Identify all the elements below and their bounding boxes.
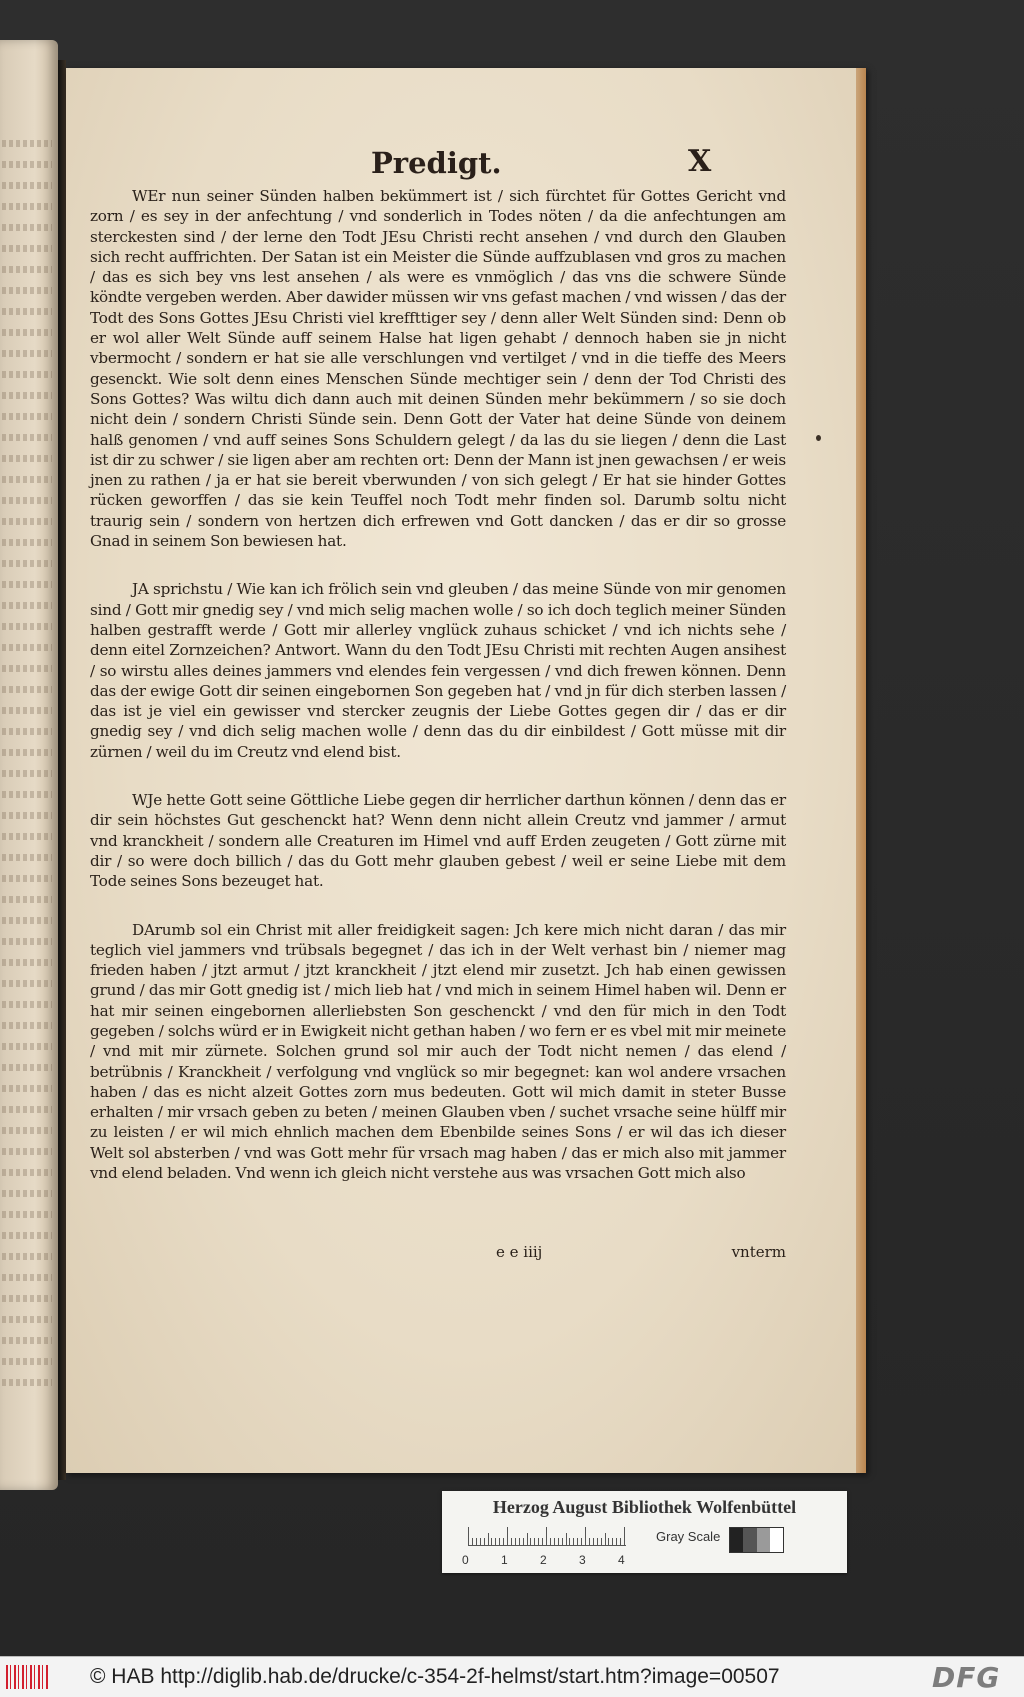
- facing-page-ghost-text: [2, 1337, 52, 1344]
- ruler-tick: [554, 1538, 555, 1545]
- gray-patch: [743, 1528, 756, 1552]
- facing-page-ghost-text: [2, 1190, 52, 1197]
- ruler-tick: [534, 1538, 535, 1545]
- running-title: Predigt.: [371, 146, 502, 180]
- page-fore-edge: [856, 68, 866, 1473]
- page-body: [90, 186, 786, 1183]
- facing-page-ghost-text: [2, 791, 52, 798]
- facing-page-ghost-text: [2, 1232, 52, 1239]
- facing-page-ghost-text: [2, 770, 52, 777]
- ruler-tick: [523, 1538, 524, 1545]
- facing-page-ghost-text: [2, 392, 52, 399]
- facing-page-ghost-text: [2, 875, 52, 882]
- book-page: [66, 68, 866, 1473]
- facing-page-ghost-text: [2, 1274, 52, 1281]
- ruler-number: 3: [579, 1553, 586, 1567]
- source-credit-link[interactable]: © HAB http://diglib.hab.de/drucke/c-354-2f-helmst/start.htm?image=00507: [90, 1665, 780, 1688]
- ruler-tick: [472, 1538, 473, 1545]
- gray-patch: [757, 1528, 770, 1552]
- facing-page-ghost-text: [2, 1211, 52, 1218]
- facing-page-ghost-text: [2, 644, 52, 651]
- ruler-tick: [566, 1533, 567, 1545]
- ruler-number: 4: [618, 1553, 625, 1567]
- facing-page-ghost-text: [2, 224, 52, 231]
- ruler-number: 1: [501, 1553, 508, 1567]
- facing-page-ghost-text: [2, 266, 52, 273]
- ink-spot: [816, 435, 821, 441]
- library-color-card: [442, 1491, 847, 1573]
- facing-page-ghost-text: [2, 1001, 52, 1008]
- ruler-tick: [608, 1538, 609, 1545]
- facing-page-ghost-text: [2, 1358, 52, 1365]
- facing-page-ghost-text: [2, 161, 52, 168]
- facing-page-ghost-text: [2, 665, 52, 672]
- facing-page-ghost-text: [2, 749, 52, 756]
- facing-page-ghost-text: [2, 917, 52, 924]
- measurement-ruler: [468, 1527, 626, 1546]
- ruler-tick: [597, 1538, 598, 1545]
- facing-page-ghost-text: [2, 455, 52, 462]
- ruler-tick: [480, 1538, 481, 1545]
- paragraph: DArumb sol ein Christ mit aller freidigkeit sagen: Jch kere mich nicht daran / das mir teglich viel jammers vnd trübsals begegnet / das ich in der Welt verhast bin / niemer mag frieden haben / jtzt armut / jtzt kranckheit / jtzt elend mir zusetzt. Jch hab einen gewissen grund / das mir Gott gnedig ist / mich lieb hat / vnd mich in seinem Himel haben wil. Denn er hat mir seinen eingebornen allerliebsten Son geschenckt / vnd den für mich in den Todt gegeben / solchs würd er in Ewigkeit nicht gethan haben / wo fern er es vbel mit mir meinete / vnd mit mir zürnete. Solchen grund sol mir auch der Todt nicht nemen / das elend / betrübnis / Kranckheit / verfolgung vnd vnglück so mir begegnet: kan wol andere vrsachen haben / das es nicht alzeit Gottes zorn mus bedeuten. Gott wil mich damit in steter Busse erhalten / mir vrsach geben zu beten / meinen Glauben vben / suchet vrsache seine hülff mir zu leisten / er wil mich ehnlich machen dem Ebenbilde seines Sons / er wil das ich dieser Welt sol absterben / vnd was Gott mehr für vrsach mag haben / das er mich also mit jammer vnd elend beladen. Vnd wenn ich gleich nicht verstehe aus was vrsachen Gott mich also: [90, 920, 786, 1183]
- catchword: vnterm: [731, 1243, 786, 1261]
- facing-page-ghost-text: [2, 707, 52, 714]
- facing-page-ghost-text: [2, 1295, 52, 1302]
- paragraph: WJe hette Gott seine Göttliche Liebe gegen dir herrlicher darthun können / denn das er dir sein höchstes Gut geschenckt hat? Wenn denn nicht allein Creutz vnd jammer / armut vnd kranckheit / sondern alle Creaturen im Himel vnd auff Erden zeugeten / Gott zürne mit dir / so were doch billich / das du Gott mehr glauben gebest / weil er seine Liebe mit dem Tode seines Sons bezeuget hat.: [90, 791, 786, 891]
- ruler-tick: [612, 1538, 613, 1545]
- facing-page-edge: [0, 40, 58, 1490]
- facing-page-ghost-text: [2, 623, 52, 630]
- facing-page-ghost-text: [2, 1127, 52, 1134]
- facing-page-ghost-text: [2, 497, 52, 504]
- paragraph: WEr nun seiner Sünden halben bekümmert ist / sich fürchtet für Gottes Gericht vnd zorn / es sey in der anfechtung / vnd sonderlich in Todes nöten / da die anfechtungen am sterckesten sind / der lerne den Todt JEsu Christi recht ansehen / vnd durch den Glauben sich recht auffrichten. Der Satan ist ein Meister die Sünde auffzublasen vnd gros zu machen / das es sich bey vns lest ansehen / als were es vnmöglich / das vns die schwere Sünde köndte vergeben werden. Aber dawider müssen wir vns gefast machen / vnd wissen / das der Todt des Sons Gottes JEsu Christi viel kreffttiger sey / denn aller Welt Sünden sind: Denn ob er wol aller Welt Sünde auff seinem Halse hat ligen gehabt / dennoch haben sie jn nicht vbermocht / sondern er hat sie alle verschlungen vnd vertilget / vnd in die tieffe des Meers gesenckt. Wie solt denn eines Menschen Sünde mechtiger sein / denn der Tod Christi des Sons Gottes? Was wiltu dich dann auch mit deinen Sünden mehr bekümmern / so sie doch nicht dein / sondern Christi Sünde sein. Denn Gott der Vater hat deine Sünde von deinem halß genomen / vnd auff seines Sons Schuldern gelegt / da las du sie liegen / denn die Last ist dir zu schwer / sie ligen aber am rechten ort: Denn der Mann ist jnen gewachsen / er weis jnen zu rathen / ja er hat sie bereit vberwunden / von sich gelegt / Er hat sie hinder Gottes rücken geworffen / das sie kein Teuffel noch Todt mehr finden sol. Darumb soltu nicht traurig sein / sondern von hertzen dich erfrewen vnd Gott dancken / das er dir so grosse Gnad in seinem Son bewiesen hat.: [90, 187, 786, 551]
- facing-page-ghost-text: [2, 980, 52, 987]
- folio-number: X: [688, 144, 712, 179]
- dfg-logo: DFG: [932, 1661, 1001, 1694]
- ruler-tick: [585, 1527, 586, 1545]
- facing-page-ghost-text: [2, 854, 52, 861]
- facing-page-ghost-text: [2, 1043, 52, 1050]
- ruler-tick: [515, 1538, 516, 1545]
- ruler-tick: [495, 1538, 496, 1545]
- facing-page-ghost-text: [2, 350, 52, 357]
- facing-page-ghost-text: [2, 308, 52, 315]
- facing-page-ghost-text: [2, 245, 52, 252]
- facing-page-ghost-text: [2, 518, 52, 525]
- facing-page-ghost-text: [2, 896, 52, 903]
- facing-page-ghost-text: [2, 476, 52, 483]
- ruler-tick: [530, 1538, 531, 1545]
- ruler-tick: [573, 1538, 574, 1545]
- facing-page-ghost-text: [2, 560, 52, 567]
- ruler-tick: [499, 1538, 500, 1545]
- facing-page-ghost-text: [2, 833, 52, 840]
- ruler-tick: [519, 1538, 520, 1545]
- ruler-tick: [620, 1538, 621, 1545]
- ruler-tick: [569, 1538, 570, 1545]
- ruler-tick: [581, 1538, 582, 1545]
- facing-page-ghost-text: [2, 413, 52, 420]
- facing-page-ghost-text: [2, 1085, 52, 1092]
- page-footer: [90, 1243, 786, 1267]
- facing-page-ghost-text: [2, 581, 52, 588]
- ruler-tick: [593, 1538, 594, 1545]
- facing-page-ghost-text: [2, 728, 52, 735]
- library-name: Herzog August Bibliothek Wolfenbüttel: [492, 1497, 797, 1517]
- facing-page-ghost-text: [2, 329, 52, 336]
- ruler-tick: [542, 1538, 543, 1545]
- facing-page-ghost-text: [2, 1253, 52, 1260]
- facing-page-ghost-text: [2, 287, 52, 294]
- ruler-tick: [527, 1533, 528, 1545]
- facing-page-ghost-text: [2, 1064, 52, 1071]
- ruler-tick: [605, 1533, 606, 1545]
- ruler-tick: [484, 1538, 485, 1545]
- ruler-tick: [562, 1538, 563, 1545]
- ruler-tick: [476, 1538, 477, 1545]
- ruler-tick: [511, 1538, 512, 1545]
- facing-page-ghost-text: [2, 371, 52, 378]
- ruler-tick: [558, 1538, 559, 1545]
- book-spine: [58, 60, 66, 1480]
- ruler-tick: [491, 1538, 492, 1545]
- facing-page-ghost-text: [2, 686, 52, 693]
- facing-page-ghost-text: [2, 1379, 52, 1386]
- ruler-tick: [538, 1538, 539, 1545]
- facing-page-ghost-text: [2, 1106, 52, 1113]
- ruler-number: 0: [462, 1553, 469, 1567]
- ruler-tick: [616, 1538, 617, 1545]
- facing-page-ghost-text: [2, 1316, 52, 1323]
- facing-page-ghost-text: [2, 539, 52, 546]
- facing-page-ghost-text: [2, 434, 52, 441]
- gray-patch: [730, 1528, 743, 1552]
- ruler-tick: [468, 1527, 469, 1545]
- hab-barcode-logo: [6, 1665, 50, 1689]
- gray-scale-patches: [729, 1527, 784, 1553]
- ruler-tick: [577, 1538, 578, 1545]
- gray-scale-label: Gray Scale: [656, 1529, 721, 1544]
- gray-patch: [770, 1528, 783, 1552]
- ruler-tick: [550, 1538, 551, 1545]
- facing-page-ghost-text: [2, 140, 52, 147]
- facing-page-ghost-text: [2, 1022, 52, 1029]
- facing-page-ghost-text: [2, 182, 52, 189]
- signature-mark: e e iiij: [496, 1243, 543, 1261]
- facing-page-ghost-text: [2, 602, 52, 609]
- ruler-tick: [546, 1527, 547, 1545]
- facing-page-ghost-text: [2, 959, 52, 966]
- facing-page-ghost-text: [2, 1148, 52, 1155]
- ruler-tick: [601, 1538, 602, 1545]
- ruler-tick: [507, 1527, 508, 1545]
- ruler-tick: [624, 1527, 625, 1545]
- facing-page-ghost-text: [2, 812, 52, 819]
- paragraph: JA sprichstu / Wie kan ich frölich sein vnd gleuben / das meine Sünde von mir genomen sind / Gott mir gnedig sey / vnd mich selig machen wolle / so ich doch teglich meiner Sünden halben gestrafft werde / Gott mir allerley vnglück zuhaus schicket / vnd ich nichts sehe / denn eitel Zornzeichen? Antwort. Wann du den Todt JEsu Christi mit rechten Augen ansihest / so wirstu alles deines jammers vnd elendes fein vergessen / vnd dich frewen können. Denn das der ewige Gott dir seinen eingebornen Son gegeben hat / vnd jn für dich sterben lassen / das ist je viel ein gewisser vnd stercker zeugnis der Liebe Gottes gegen dir / das er dir gnedig sey / vnd dich selig machen wolle / denn das du dir einbildest / Gott müsse mit dir zürnen / weil du im Creutz vnd elend bist.: [90, 580, 786, 761]
- ruler-tick: [488, 1533, 489, 1545]
- facing-page-ghost-text: [2, 1169, 52, 1176]
- ruler-tick: [589, 1538, 590, 1545]
- ruler-tick: [503, 1538, 504, 1545]
- ruler-number: 2: [540, 1553, 547, 1567]
- attribution-bar: [0, 1656, 1024, 1697]
- facing-page-ghost-text: [2, 938, 52, 945]
- facing-page-ghost-text: [2, 203, 52, 210]
